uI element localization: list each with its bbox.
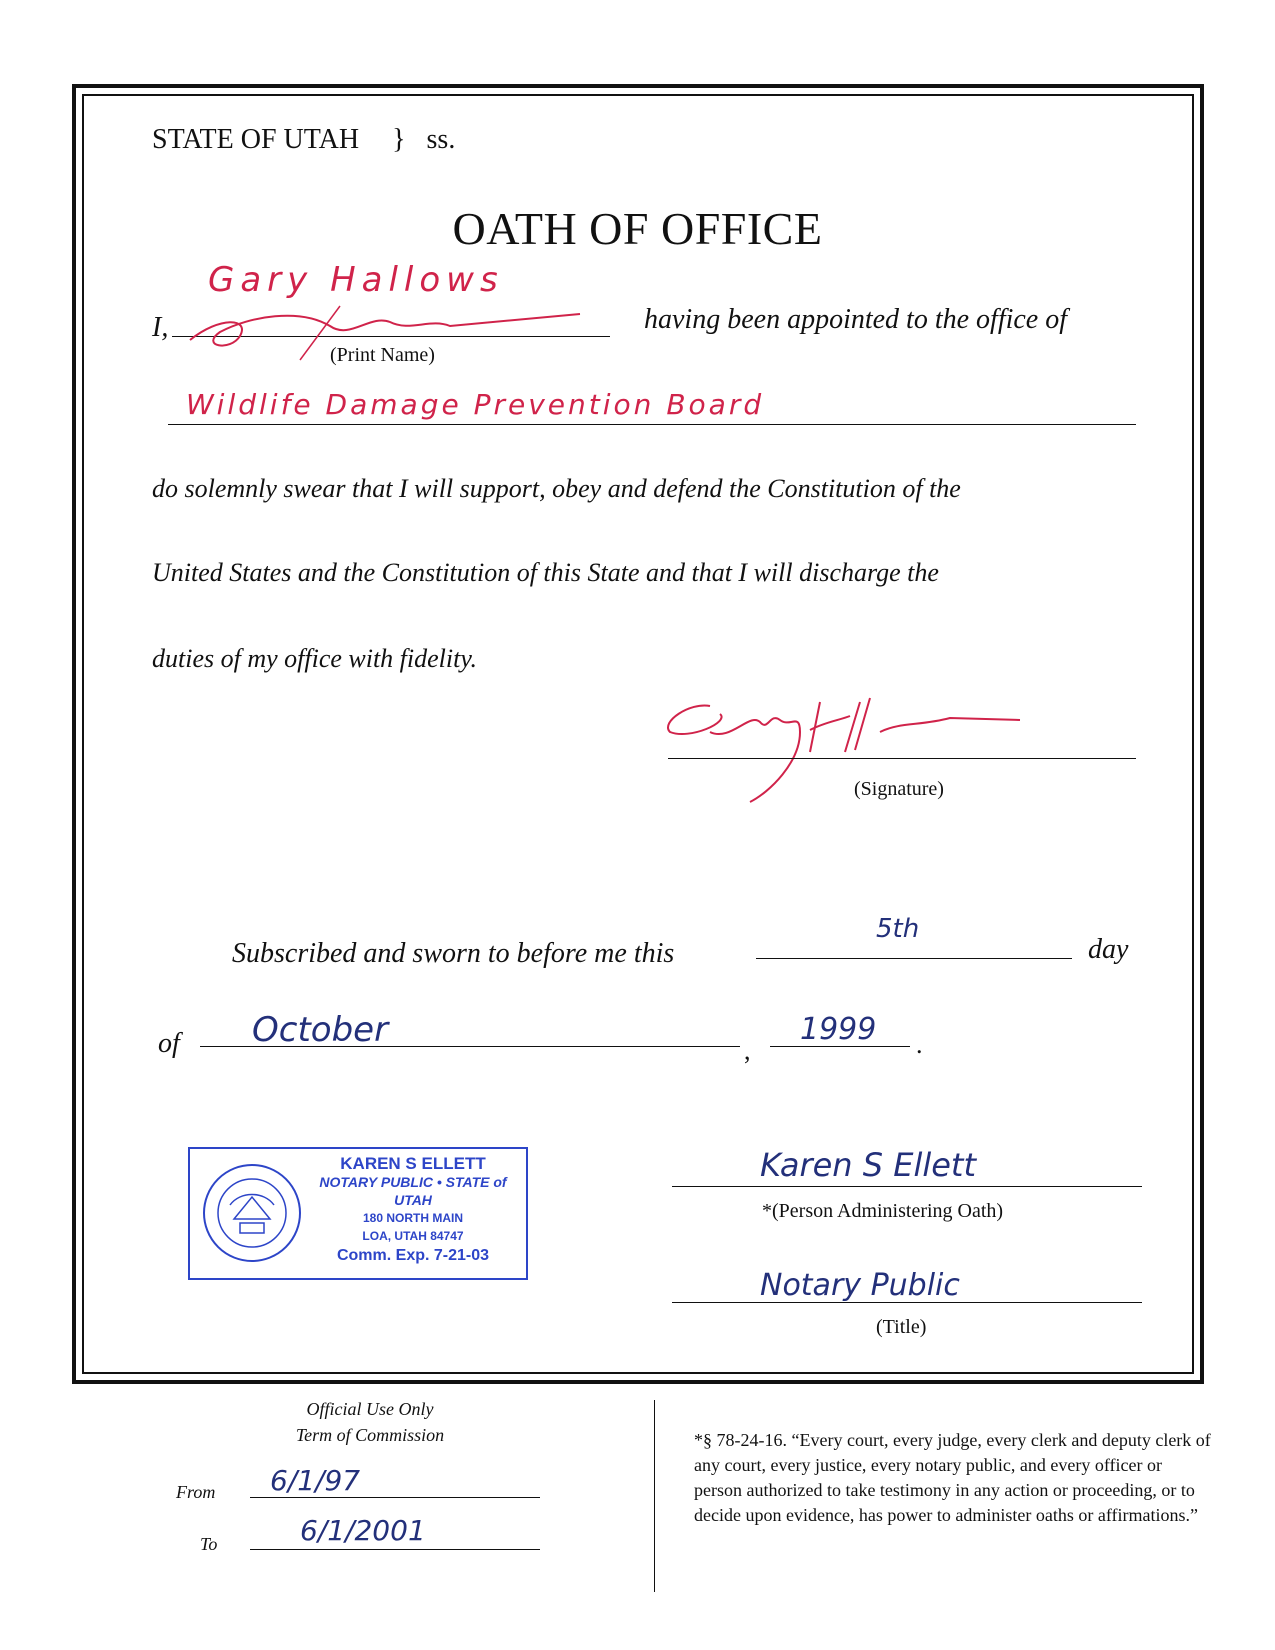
notary-title: NOTARY PUBLIC • STATE of UTAH <box>319 1174 507 1208</box>
of-label: of <box>158 1028 180 1059</box>
oath-line-2: United States and the Constitution of this State and that I will discharge the <box>152 558 939 587</box>
title-line <box>672 1302 1142 1303</box>
term-title: Term of Commission <box>295 1425 445 1445</box>
notary-stamp <box>188 1147 528 1280</box>
footer-divider <box>654 1400 655 1592</box>
office-line <box>168 424 1136 425</box>
month-value: October <box>252 1010 389 1050</box>
period: . <box>916 1030 923 1059</box>
administrator-label: *(Person Administering Oath) <box>762 1200 1004 1222</box>
title-label: (Title) <box>876 1316 927 1338</box>
prefix-i: I, <box>152 312 169 343</box>
signature-label: (Signature) <box>854 778 944 800</box>
stamp-text <box>308 1155 518 1267</box>
title-value: Notary Public <box>760 1268 960 1303</box>
notary-address-1: 180 NORTH MAIN <box>362 1211 463 1225</box>
administrator-line <box>672 1186 1142 1187</box>
document-title: OATH OF OFFICE <box>452 203 823 254</box>
oath-line-1: do solemnly swear that I will support, obey and defend the Constitution of the <box>152 474 961 503</box>
print-name-label: (Print Name) <box>330 344 435 366</box>
signature-line <box>668 758 1136 759</box>
year-value: 1999 <box>800 1012 877 1047</box>
oath-line-3: duties of my office with fidelity. <box>152 644 477 673</box>
statute-text: *§ 78-24-16. “Every court, every judge, every clerk and deputy clerk of any court, every justice, every notary public, and every officer or person authorized to take testimony in any action or proceeding, or to decide upon evidence, has power to administer oaths or affirmations.” <box>694 1430 1211 1525</box>
official-use-title: Official Use Only <box>306 1399 434 1419</box>
day-label: day <box>1088 934 1129 965</box>
to-line <box>250 1549 540 1550</box>
notary-name: KAREN S ELLETT <box>340 1154 486 1173</box>
from-line <box>250 1497 540 1498</box>
state-header <box>152 124 455 156</box>
state-seal-icon <box>200 1161 304 1265</box>
brace: } <box>392 124 406 155</box>
notary-address-2: LOA, UTAH 84747 <box>362 1229 464 1243</box>
comma: , <box>744 1036 751 1065</box>
from-value: 6/1/97 <box>270 1464 361 1497</box>
print-name-value: Gary Hallows <box>208 260 504 300</box>
to-label: To <box>200 1534 218 1554</box>
state-name: STATE OF UTAH <box>152 124 360 155</box>
administrator-signature: Karen S Ellett <box>760 1146 977 1184</box>
notary-commission: Comm. Exp. 7-21-03 <box>336 1247 490 1264</box>
appointed-text: having been appointed to the office of <box>644 304 1068 335</box>
ss-label: ss. <box>426 124 456 155</box>
office-value: Wildlife Damage Prevention Board <box>186 388 765 421</box>
sworn-text: Subscribed and sworn to before me this <box>232 938 675 969</box>
official-use-heading <box>250 1396 490 1448</box>
day-line <box>756 958 1072 959</box>
to-value: 6/1/2001 <box>300 1514 426 1547</box>
from-label: From <box>176 1482 216 1502</box>
day-value: 5th <box>876 914 920 944</box>
